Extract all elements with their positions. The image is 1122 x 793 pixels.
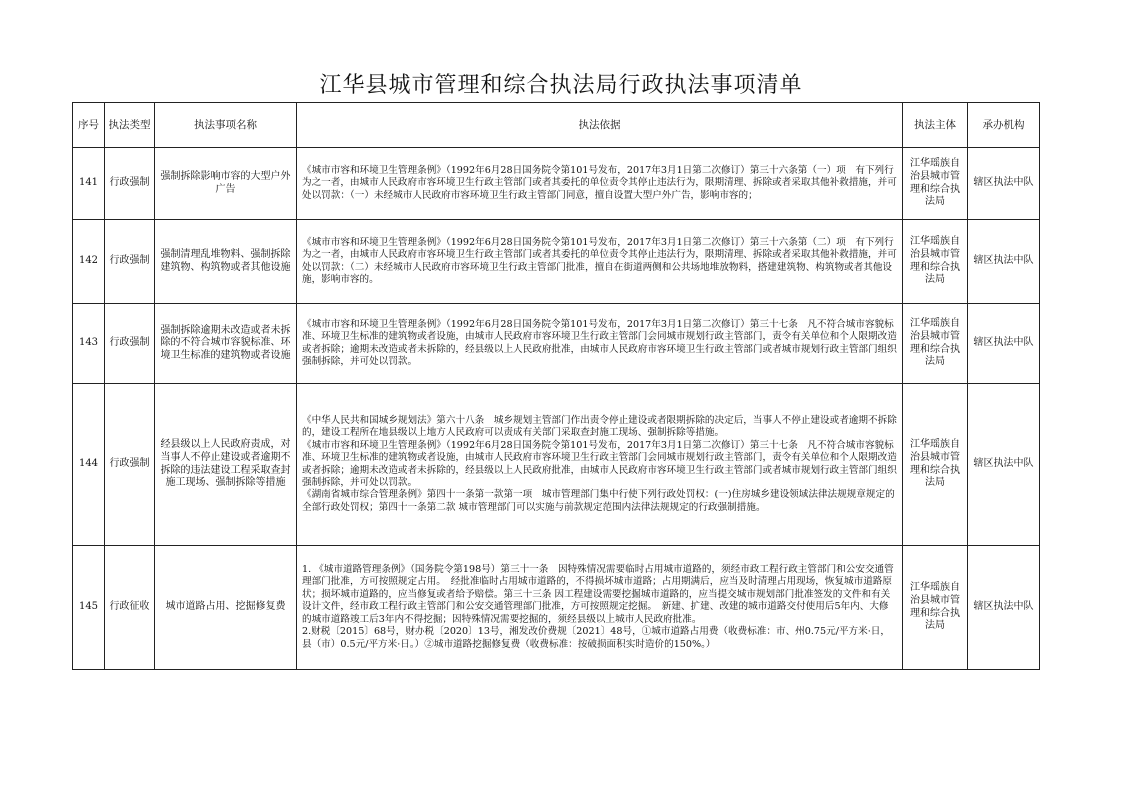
row-basis <box>297 220 903 304</box>
basis-paragraph: 《中华人民共和国城乡规划法》第六十八条 城乡规划主管部门作出责令停止建设或者限期拆除的决定后，当事人不停止建设或者逾期不拆除的，建设工程所在地县级以上地方人民政府可以责成有关部门采取查封施工现场、强制拆除等措施。 <box>302 414 897 439</box>
row-name: 强制拆除影响市容的大型户外广告 <box>155 148 297 220</box>
row-agency: 辖区执法中队 <box>968 220 1040 304</box>
table-row <box>73 304 1040 384</box>
row-name: 强制清理乱堆物料、强制拆除建筑物、构筑物或者其他设施 <box>155 220 297 304</box>
table-row <box>73 384 1040 546</box>
header-agency: 承办机构 <box>968 103 1040 148</box>
header-subject: 执法主体 <box>903 103 968 148</box>
basis-paragraph: 《城市市容和环境卫生管理条例》（1992年6月28日国务院令第101号发布，2017年3月1日第二次修订）第三十七条 凡不符合城市容貌标准、环境卫生标准的建筑物或者设施，由城市人民政府市容环境卫生行政主管部门会同城市规划行政主管部门，责令有关单位和个人限期改造或者拆除；逾期未改造或者未拆除的，经县级以上人民政府批准，由城市人民政府市容环境卫生行政主管部门或者城市规划行政主管部门组织强制拆除，并可处以罚款。 <box>302 439 897 488</box>
basis-paragraph: 《城市市容和环境卫生管理条例》（1992年6月28日国务院令第101号发布，2017年3月1日第二次修订）第三十六条第（二）项 有下列行为之一者，由城市人民政府市容环境卫生行政主管部门或者其委托的单位责令其停止违法行为，限期清理、拆除或者采取其他补救措施，并可处以罚款：（二）未经城市人民政府市容环境卫生行政主管部门批准，擅自在街道两侧和公共场地堆放物料，搭建建筑物、构筑物或者其他设施，影响市容的。 <box>302 236 897 285</box>
row-type: 行政强制 <box>105 148 155 220</box>
basis-paragraph: 《城市市容和环境卫生管理条例》（1992年6月28日国务院令第101号发布，2017年3月1日第二次修订）第三十六条第（一）项 有下列行为之一者，由城市人民政府市容环境卫生行政主管部门或者其委托的单位责令其停止违法行为，限期清理、拆除或者采取其他补救措施，并可处以罚款：（一）未经城市人民政府市容环境卫生行政主管部门同意，擅自设置大型户外广告，影响市容的； <box>302 164 897 201</box>
row-no: 143 <box>73 304 105 384</box>
row-no: 145 <box>73 546 105 670</box>
basis-paragraph: 《城市市容和环境卫生管理条例》（1992年6月28日国务院令第101号发布，2017年3月1日第二次修订）第三十七条 凡不符合城市容貌标准、环境卫生标准的建筑物或者设施，由城市人民政府市容环境卫生行政主管部门会同城市规划行政主管部门，责令有关单位和个人限期改造或者拆除；逾期未改造或者未拆除的，经县级以上人民政府批准，由城市人民政府市容环境卫生行政主管部门或者城市规划行政主管部门组织强制拆除，并可处以罚款。 <box>302 318 897 367</box>
row-no: 141 <box>73 148 105 220</box>
row-no: 144 <box>73 384 105 546</box>
row-subject: 江华瑶族自治县城市管理和综合执法局 <box>903 220 968 304</box>
header-basis: 执法依据 <box>297 103 903 148</box>
row-type: 行政征收 <box>105 546 155 670</box>
table-row <box>73 148 1040 220</box>
row-basis <box>297 148 903 220</box>
basis-paragraph: 《湖南省城市综合管理条例》第四十一条第一款第一项 城市管理部门集中行使下列行政处罚权：(一)住房城乡建设领域法律法规规章规定的全部行政处罚权；第四十一条第二款 城市管理部门可以实施与前款规定范围内法律法规规定的行政强制措施。 <box>302 489 895 513</box>
row-subject: 江华瑶族自治县城市管理和综合执法局 <box>903 148 968 220</box>
row-basis <box>297 546 903 670</box>
page-title: 江华县城市管理和综合执法局行政执法事项清单 <box>319 73 803 98</box>
row-basis <box>297 384 903 546</box>
enforcement-table <box>72 102 1040 670</box>
row-type: 行政强制 <box>105 220 155 304</box>
table-row <box>73 546 1040 670</box>
row-basis <box>297 304 903 384</box>
table-header-row <box>73 103 1040 148</box>
row-no: 142 <box>73 220 105 304</box>
row-type: 行政强制 <box>105 304 155 384</box>
row-name: 经县级以上人民政府责成，对当事人不停止建设或者逾期不拆除的违法建设工程采取查封施工现场、强制拆除等措施 <box>155 384 297 546</box>
row-agency: 辖区执法中队 <box>968 546 1040 670</box>
header-no: 序号 <box>73 103 105 148</box>
table-row <box>73 220 1040 304</box>
row-agency: 辖区执法中队 <box>968 384 1040 546</box>
row-name: 强制拆除逾期未改造或者未拆除的不符合城市容貌标准、环境卫生标准的建筑物或者设施 <box>155 304 297 384</box>
row-agency: 辖区执法中队 <box>968 148 1040 220</box>
row-subject: 江华瑶族自治县城市管理和综合执法局 <box>903 546 968 670</box>
header-name: 执法事项名称 <box>155 103 297 148</box>
basis-paragraph: 2.财税〔2015〕68号，财办税〔2020〕13号，湘发改价费规〔2021〕48号，①城市道路占用费（收费标准：市、州0.75元/平方米·日，县（市）0.5元/平方米·日。）②城市道路挖掘修复费（收费标准：按破损面积实时造价的150%。） <box>302 626 890 650</box>
row-type: 行政强制 <box>105 384 155 546</box>
row-subject: 江华瑶族自治县城市管理和综合执法局 <box>903 304 968 384</box>
row-subject: 江华瑶族自治县城市管理和综合执法局 <box>903 384 968 546</box>
row-agency: 辖区执法中队 <box>968 304 1040 384</box>
row-name: 城市道路占用、挖掘修复费 <box>155 546 297 670</box>
header-type: 执法类型 <box>105 103 155 148</box>
basis-paragraph: 1. 《城市道路管理条例》（国务院令第198号）第三十一条 因特殊情况需要临时占用城市道路的，须经市政工程行政主管部门和公安交通管理部门批准，方可按照规定占用。 经批准临时占用城市道路的，不得损坏城市道路；占用期满后，应当及时清理占用现场，恢复城市道路原状；损坏城市道路的，应当修复或者给予赔偿。第三十三条 因工程建设需要挖掘城市道路的，应当提交城市规划部门批准签发的文件和有关设计文件，经市政工程行政主管部门和公安交通管理部门批准，方可按照规定挖掘。 新建、扩建、改建的城市道路交付使用后5年内、大修的城市道路竣工后3年内不得挖掘；因特殊情况需要挖掘的，须经县级以上城市人民政府批准。 <box>302 564 894 625</box>
